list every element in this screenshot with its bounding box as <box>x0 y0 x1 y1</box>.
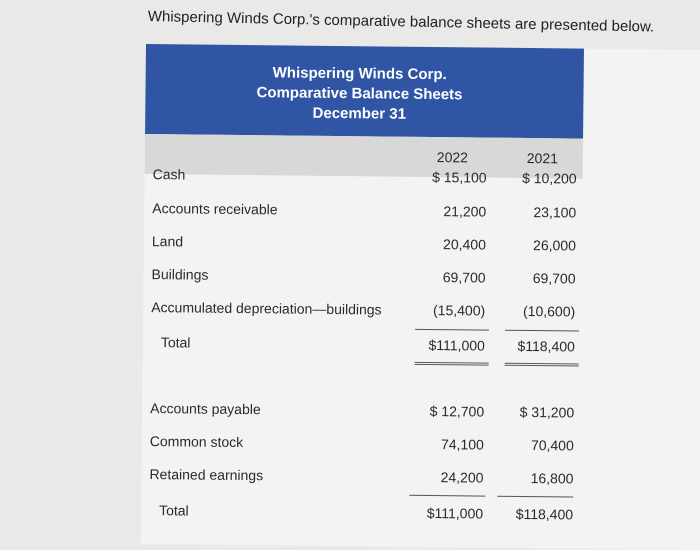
total-double-rule <box>415 362 489 366</box>
value-2022: 20,400 <box>443 236 487 253</box>
subtotal-rule <box>415 329 489 331</box>
value-2022: 21,200 <box>443 203 487 220</box>
row-label: Common stock <box>149 433 244 451</box>
company-name: Whispering Winds Corp. <box>272 64 447 84</box>
table-row <box>144 233 604 258</box>
value-2021: $118,400 <box>517 337 575 355</box>
table-row <box>143 299 603 324</box>
table-row <box>142 400 602 425</box>
intro-text: Whispering Winds Corp.'s comparative balance sheets are presented below. <box>147 8 655 36</box>
table-row <box>141 466 601 491</box>
value-2022: $111,000 <box>428 336 485 354</box>
table-row-total <box>143 334 603 359</box>
value-2022: 24,200 <box>440 469 484 486</box>
row-label: Retained earnings <box>149 466 264 484</box>
total-double-rule <box>505 363 579 367</box>
sheet-header <box>145 44 584 139</box>
balance-sheet <box>141 44 700 550</box>
row-label: Accounts payable <box>150 400 261 418</box>
row-label: Land <box>151 233 184 250</box>
subtotal-rule <box>409 495 485 497</box>
subtotal-rule <box>497 496 573 498</box>
value-2022: $111,000 <box>426 504 484 522</box>
row-label: Cash <box>152 166 186 183</box>
value-2022: (15,400) <box>432 302 486 319</box>
year-2022-header: 2022 <box>436 149 469 166</box>
subtotal-rule <box>505 330 579 332</box>
value-2021: $118,400 <box>515 505 574 523</box>
row-label: Total <box>159 502 189 519</box>
value-2021: $ 10,200 <box>522 169 577 187</box>
row-label: Total <box>160 334 191 351</box>
value-2021: 23,100 <box>533 204 577 221</box>
row-label: Accumulated depreciation—buildings <box>151 299 382 318</box>
row-label: Accounts receivable <box>152 200 278 218</box>
value-2022: 74,100 <box>440 436 484 453</box>
value-2021: 70,400 <box>530 437 574 454</box>
year-2021-header: 2021 <box>526 149 559 167</box>
value-2021: 69,700 <box>532 270 576 287</box>
table-row <box>142 433 602 458</box>
value-2022: 69,700 <box>442 269 486 286</box>
value-2021: (10,600) <box>522 302 576 320</box>
value-2022: $ 12,700 <box>429 402 485 420</box>
table-row <box>143 266 603 291</box>
table-row-total <box>141 502 601 527</box>
value-2021: 26,000 <box>533 237 576 254</box>
row-label: Buildings <box>151 266 209 283</box>
statement-date: December 31 <box>312 104 407 123</box>
value-2021: 16,800 <box>530 470 574 487</box>
value-2021: $ 31,200 <box>519 403 575 421</box>
table-row <box>145 166 605 191</box>
statement-title: Comparative Balance Sheets <box>256 84 463 104</box>
value-2022: $ 15,100 <box>432 169 487 186</box>
table-row <box>144 200 604 225</box>
